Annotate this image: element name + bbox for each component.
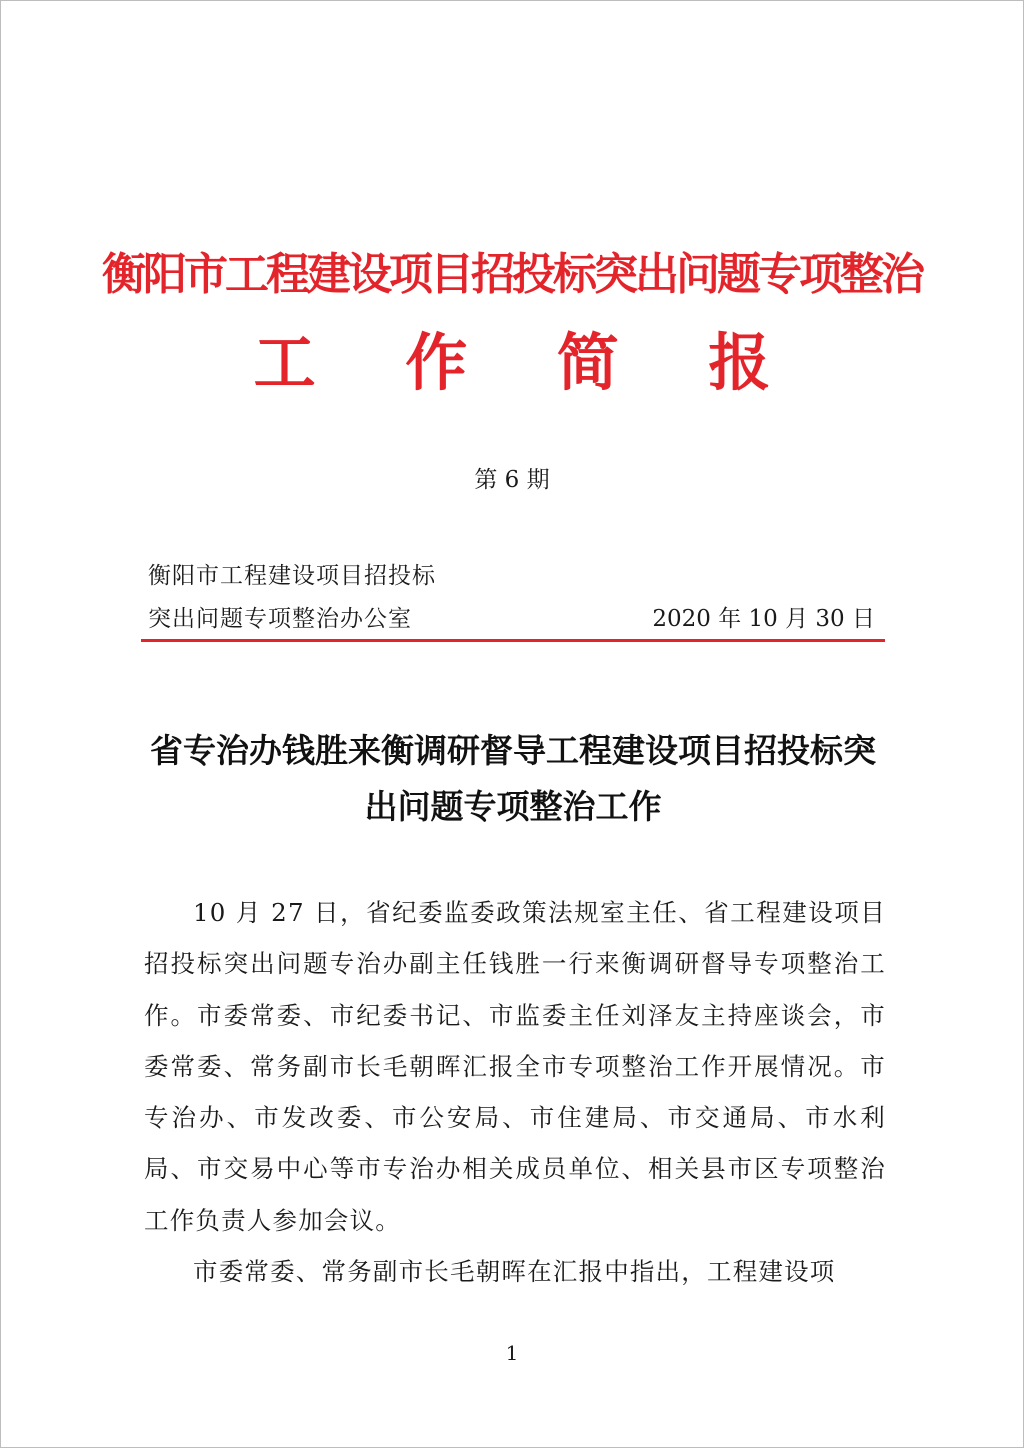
page-number: 1 [505, 1341, 519, 1365]
red-separator-rule [141, 639, 885, 642]
article-title: 省专治办钱胜来衡调研督导工程建设项目招投标突出问题专项整治工作 [150, 731, 876, 826]
masthead-title: 衡阳市工程建设项目招投标突出问题专项整治 [102, 249, 922, 300]
issuer-line-2: 突出问题专项整治办公室 [148, 606, 412, 632]
article-body [144, 887, 886, 1297]
article-paragraph: 10 月 27 日，省纪委监委政策法规室主任、省工程建设项目招投标突出问题专治办副主任钱胜一行来衡调研督导专项整治工作。市委常委、市纪委书记、市监委主任刘泽友主持座谈会，市委常委、常务副市长毛朝晖汇报全市专项整治工作开展情况。市专治办、市发改委、市公安局、市住建局、市交通局、市水利局、市交易中心等市专治办相关成员单位、相关县市区专项整治工作负责人参加会议。 [144, 898, 886, 1235]
issue-number: 第 6 期 [474, 467, 550, 493]
masthead-subtitle: 工 作 简 报 [253, 326, 805, 399]
article-paragraph: 市委常委、常务副市长毛朝晖在汇报中指出，工程建设项 [193, 1257, 836, 1287]
issuer-line-1: 衡阳市工程建设项目招投标 [148, 563, 436, 589]
issue-date: 2020 年 10 月 30 日 [652, 606, 875, 632]
